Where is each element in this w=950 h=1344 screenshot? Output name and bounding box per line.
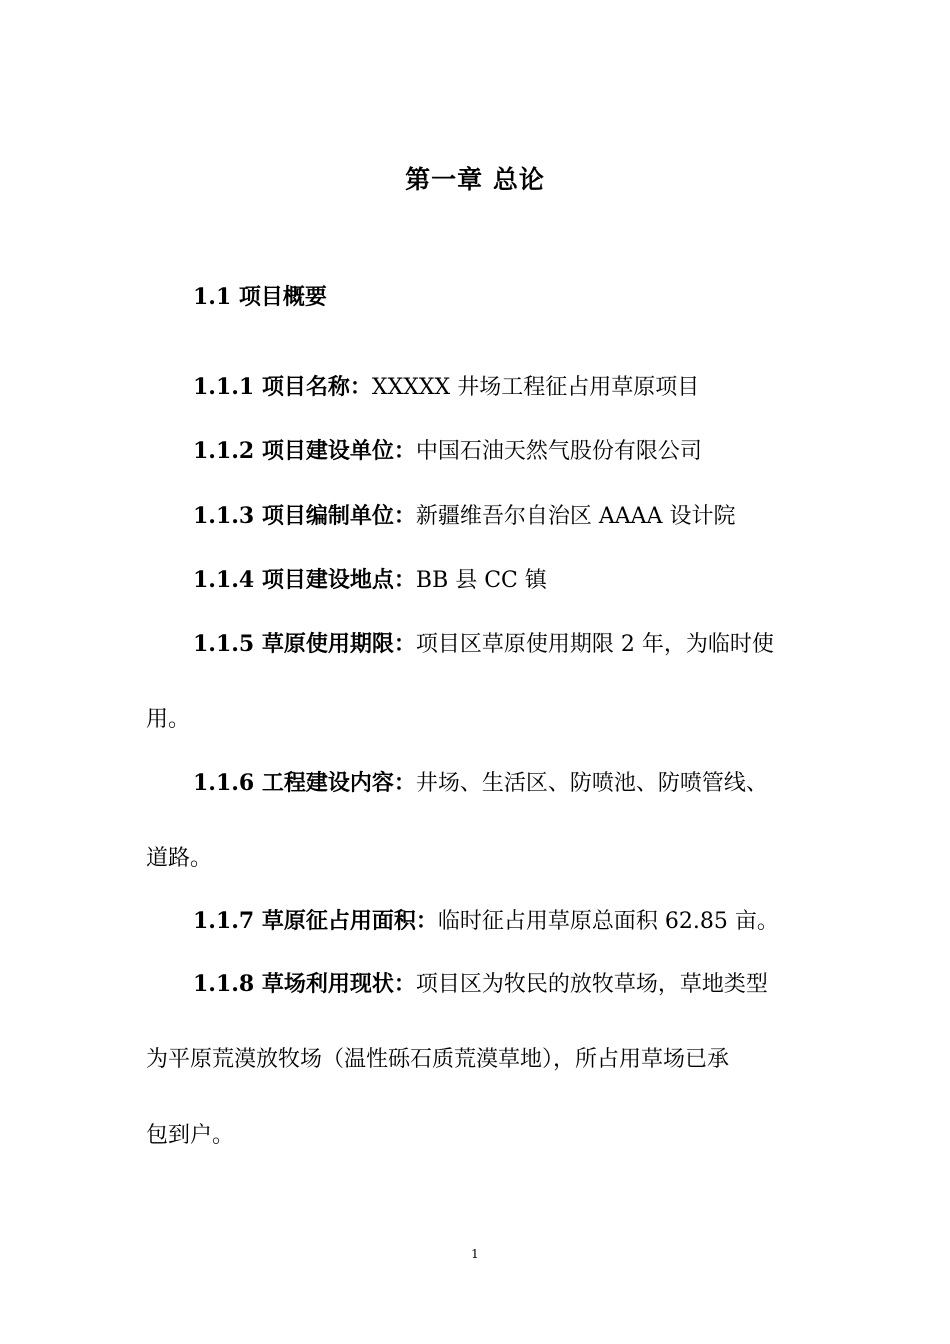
item-continuation: 为平原荒漠放牧场（温性砾石质荒漠草地），所占用草场已承 [146, 1047, 730, 1072]
item-text: 项目区草原使用期限 2 年，为临时使 [415, 632, 774, 657]
chapter-title: 第一章 总论 [405, 165, 545, 194]
item-continuation: 包到户。 [146, 1123, 235, 1148]
item-line [146, 629, 774, 660]
item-text: 新疆维吾尔自治区 AAAA 设计院 [415, 504, 736, 529]
item-label: 1.1.8 草场利用现状： [193, 971, 416, 997]
item-label: 1.1.4 项目建设地点： [193, 567, 416, 593]
item-label: 1.1.5 草原使用期限： [193, 631, 416, 657]
item-line [146, 501, 735, 532]
item-label: 1.1.6 工程建设内容： [193, 770, 416, 796]
item-line [146, 372, 699, 403]
item-text: BB 县 CC 镇 [415, 568, 547, 593]
item-text: 项目区为牧民的放牧草场，草地类型 [415, 972, 768, 997]
item-line [146, 969, 768, 1000]
item-label: 1.1.3 项目编制单位： [193, 503, 416, 529]
item-continuation: 用。 [146, 707, 191, 732]
item-continuation: 道路。 [146, 846, 213, 871]
item-text: XXXXX 井场工程征占用草原项目 [371, 375, 700, 400]
item-label: 1.1.7 草原征占用面积： [193, 908, 438, 934]
item-line [146, 768, 768, 799]
item-line [146, 436, 702, 467]
item-text: 井场、生活区、防喷池、防喷管线、 [415, 771, 768, 796]
item-text: 中国石油天然气股份有限公司 [415, 439, 702, 464]
item-line [146, 565, 547, 596]
item-label: 1.1.1 项目名称： [193, 374, 372, 400]
section-heading: 1.1 项目概要 [193, 284, 327, 310]
item-line [146, 906, 779, 937]
item-text: 临时征占用草原总面积 62.85 亩。 [437, 909, 779, 934]
page-number: 1 [471, 1247, 479, 1261]
item-label: 1.1.2 项目建设单位： [193, 438, 416, 464]
